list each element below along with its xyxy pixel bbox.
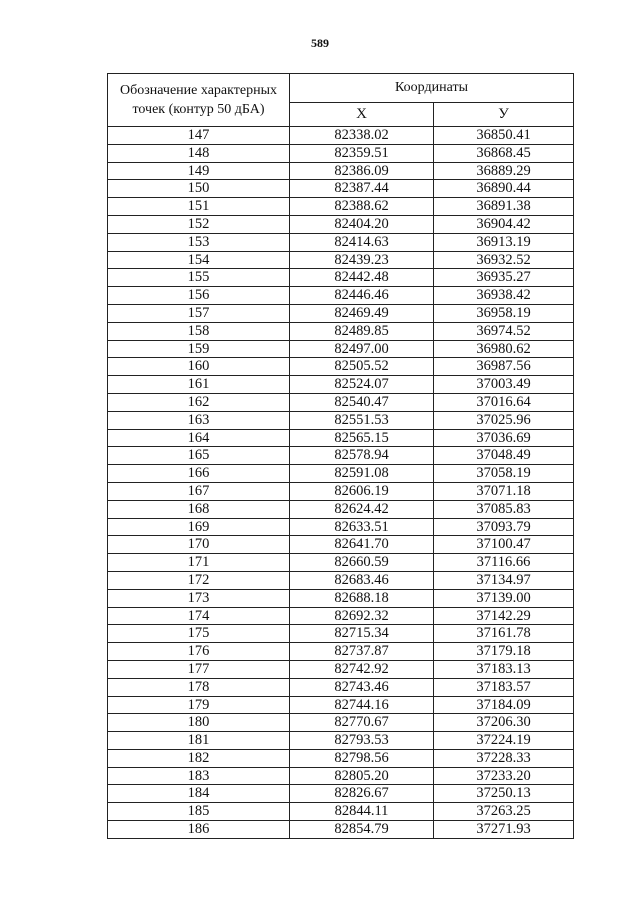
table-row	[108, 251, 574, 269]
y-coordinate-cell: 37048.49	[434, 447, 574, 465]
table-row	[108, 536, 574, 554]
table-row	[108, 732, 574, 750]
point-id-cell: 152	[108, 215, 290, 233]
table-row	[108, 643, 574, 661]
x-coordinate-cell: 82737.87	[290, 643, 434, 661]
point-id-cell: 167	[108, 482, 290, 500]
x-coordinate-cell: 82565.15	[290, 429, 434, 447]
x-coordinate-cell: 82688.18	[290, 589, 434, 607]
point-id-cell: 160	[108, 358, 290, 376]
y-coordinate-cell: 37224.19	[434, 732, 574, 750]
x-coordinate-cell: 82844.11	[290, 803, 434, 821]
point-id-cell: 186	[108, 821, 290, 839]
x-coordinate-cell: 82469.49	[290, 304, 434, 322]
point-id-cell: 183	[108, 767, 290, 785]
x-coordinate-cell: 82805.20	[290, 767, 434, 785]
x-coordinate-cell: 82551.53	[290, 411, 434, 429]
table-row	[108, 376, 574, 394]
y-coordinate-cell: 36932.52	[434, 251, 574, 269]
table-row	[108, 465, 574, 483]
x-coordinate-cell: 82633.51	[290, 518, 434, 536]
x-coordinate-cell: 82524.07	[290, 376, 434, 394]
table-row	[108, 411, 574, 429]
x-column-header: X	[290, 103, 434, 127]
table-row	[108, 429, 574, 447]
y-column-header: У	[434, 103, 574, 127]
x-coordinate-cell: 82338.02	[290, 127, 434, 145]
x-coordinate-cell: 82826.67	[290, 785, 434, 803]
table-row	[108, 447, 574, 465]
x-coordinate-cell: 82743.46	[290, 678, 434, 696]
point-id-cell: 174	[108, 607, 290, 625]
point-id-cell: 150	[108, 180, 290, 198]
y-coordinate-cell: 37184.09	[434, 696, 574, 714]
table-row	[108, 589, 574, 607]
point-id-cell: 181	[108, 732, 290, 750]
y-coordinate-cell: 37139.00	[434, 589, 574, 607]
y-coordinate-cell: 36904.42	[434, 215, 574, 233]
x-coordinate-cell: 82540.47	[290, 393, 434, 411]
y-coordinate-cell: 37179.18	[434, 643, 574, 661]
y-coordinate-cell: 37071.18	[434, 482, 574, 500]
point-id-cell: 148	[108, 144, 290, 162]
point-id-cell: 149	[108, 162, 290, 180]
point-id-cell: 180	[108, 714, 290, 732]
point-id-cell: 185	[108, 803, 290, 821]
point-id-cell: 184	[108, 785, 290, 803]
point-id-cell: 154	[108, 251, 290, 269]
x-coordinate-cell: 82359.51	[290, 144, 434, 162]
point-id-cell: 158	[108, 322, 290, 340]
y-coordinate-cell: 37161.78	[434, 625, 574, 643]
point-id-cell: 166	[108, 465, 290, 483]
x-coordinate-cell: 82660.59	[290, 554, 434, 572]
point-id-cell: 182	[108, 749, 290, 767]
table-row	[108, 322, 574, 340]
y-coordinate-cell: 37183.57	[434, 678, 574, 696]
y-coordinate-cell: 36891.38	[434, 198, 574, 216]
table-row	[108, 180, 574, 198]
table-row	[108, 144, 574, 162]
y-coordinate-cell: 37016.64	[434, 393, 574, 411]
table-row	[108, 803, 574, 821]
table-row	[108, 127, 574, 145]
y-coordinate-cell: 36890.44	[434, 180, 574, 198]
y-coordinate-cell: 37183.13	[434, 660, 574, 678]
x-coordinate-cell: 82798.56	[290, 749, 434, 767]
y-coordinate-cell: 37085.83	[434, 500, 574, 518]
point-id-cell: 178	[108, 678, 290, 696]
y-coordinate-cell: 37003.49	[434, 376, 574, 394]
point-id-cell: 156	[108, 287, 290, 305]
point-designation-header: Обозначение характерных точек (контур 50 дБА)	[108, 74, 290, 127]
y-coordinate-cell: 36868.45	[434, 144, 574, 162]
point-id-cell: 177	[108, 660, 290, 678]
point-id-cell: 169	[108, 518, 290, 536]
x-coordinate-cell: 82414.63	[290, 233, 434, 251]
table-row	[108, 304, 574, 322]
x-coordinate-cell: 82742.92	[290, 660, 434, 678]
x-coordinate-cell: 82497.00	[290, 340, 434, 358]
x-coordinate-cell: 82489.85	[290, 322, 434, 340]
point-id-cell: 165	[108, 447, 290, 465]
y-coordinate-cell: 37100.47	[434, 536, 574, 554]
page-number: 589	[311, 36, 329, 50]
table-row	[108, 571, 574, 589]
y-coordinate-cell: 37271.93	[434, 821, 574, 839]
table-row	[108, 554, 574, 572]
x-coordinate-cell: 82683.46	[290, 571, 434, 589]
point-id-cell: 175	[108, 625, 290, 643]
point-id-cell: 147	[108, 127, 290, 145]
point-id-cell: 173	[108, 589, 290, 607]
point-id-cell: 171	[108, 554, 290, 572]
point-id-cell: 153	[108, 233, 290, 251]
x-coordinate-cell: 82404.20	[290, 215, 434, 233]
point-id-cell: 161	[108, 376, 290, 394]
y-coordinate-cell: 37058.19	[434, 465, 574, 483]
point-id-cell: 164	[108, 429, 290, 447]
y-coordinate-cell: 36935.27	[434, 269, 574, 287]
x-coordinate-cell: 82387.44	[290, 180, 434, 198]
y-coordinate-cell: 37206.30	[434, 714, 574, 732]
y-coordinate-cell: 36889.29	[434, 162, 574, 180]
table-row	[108, 821, 574, 839]
table-row	[108, 198, 574, 216]
point-id-cell: 151	[108, 198, 290, 216]
table-row	[108, 482, 574, 500]
x-coordinate-cell: 82715.34	[290, 625, 434, 643]
table-row	[108, 340, 574, 358]
point-id-cell: 168	[108, 500, 290, 518]
x-coordinate-cell: 82641.70	[290, 536, 434, 554]
y-coordinate-cell: 37134.97	[434, 571, 574, 589]
y-coordinate-cell: 37142.29	[434, 607, 574, 625]
point-id-cell: 170	[108, 536, 290, 554]
x-coordinate-cell: 82744.16	[290, 696, 434, 714]
point-id-cell: 179	[108, 696, 290, 714]
x-coordinate-cell: 82793.53	[290, 732, 434, 750]
x-coordinate-cell: 82442.48	[290, 269, 434, 287]
table-row	[108, 500, 574, 518]
x-coordinate-cell: 82439.23	[290, 251, 434, 269]
coordinates-table	[107, 73, 574, 839]
table-row	[108, 287, 574, 305]
y-coordinate-cell: 36974.52	[434, 322, 574, 340]
x-coordinate-cell: 82854.79	[290, 821, 434, 839]
point-id-cell: 155	[108, 269, 290, 287]
y-coordinate-cell: 36987.56	[434, 358, 574, 376]
x-coordinate-cell: 82578.94	[290, 447, 434, 465]
table-row	[108, 678, 574, 696]
y-coordinate-cell: 37263.25	[434, 803, 574, 821]
y-coordinate-cell: 37228.33	[434, 749, 574, 767]
y-coordinate-cell: 37036.69	[434, 429, 574, 447]
table-header	[108, 74, 574, 127]
y-coordinate-cell: 36938.42	[434, 287, 574, 305]
table-row	[108, 767, 574, 785]
x-coordinate-cell: 82624.42	[290, 500, 434, 518]
point-id-cell: 172	[108, 571, 290, 589]
x-coordinate-cell: 82386.09	[290, 162, 434, 180]
table-row	[108, 162, 574, 180]
y-coordinate-cell: 37233.20	[434, 767, 574, 785]
table-row	[108, 518, 574, 536]
y-coordinate-cell: 37093.79	[434, 518, 574, 536]
point-id-cell: 159	[108, 340, 290, 358]
coordinates-header: Координаты	[290, 74, 574, 103]
table-row	[108, 625, 574, 643]
point-id-cell: 163	[108, 411, 290, 429]
x-coordinate-cell: 82591.08	[290, 465, 434, 483]
x-coordinate-cell: 82388.62	[290, 198, 434, 216]
x-coordinate-cell: 82606.19	[290, 482, 434, 500]
x-coordinate-cell: 82692.32	[290, 607, 434, 625]
y-coordinate-cell: 37116.66	[434, 554, 574, 572]
point-id-cell: 162	[108, 393, 290, 411]
x-coordinate-cell: 82446.46	[290, 287, 434, 305]
table-row	[108, 215, 574, 233]
point-id-cell: 176	[108, 643, 290, 661]
table-body	[108, 127, 574, 839]
table-row	[108, 660, 574, 678]
table-row	[108, 358, 574, 376]
y-coordinate-cell: 36850.41	[434, 127, 574, 145]
y-coordinate-cell: 36913.19	[434, 233, 574, 251]
table-row	[108, 233, 574, 251]
y-coordinate-cell: 36980.62	[434, 340, 574, 358]
table-row	[108, 785, 574, 803]
x-coordinate-cell: 82505.52	[290, 358, 434, 376]
y-coordinate-cell: 36958.19	[434, 304, 574, 322]
table-row	[108, 607, 574, 625]
table-row	[108, 714, 574, 732]
y-coordinate-cell: 37250.13	[434, 785, 574, 803]
table-row	[108, 696, 574, 714]
table-row	[108, 269, 574, 287]
y-coordinate-cell: 37025.96	[434, 411, 574, 429]
table-row	[108, 749, 574, 767]
x-coordinate-cell: 82770.67	[290, 714, 434, 732]
point-id-cell: 157	[108, 304, 290, 322]
table-row	[108, 393, 574, 411]
